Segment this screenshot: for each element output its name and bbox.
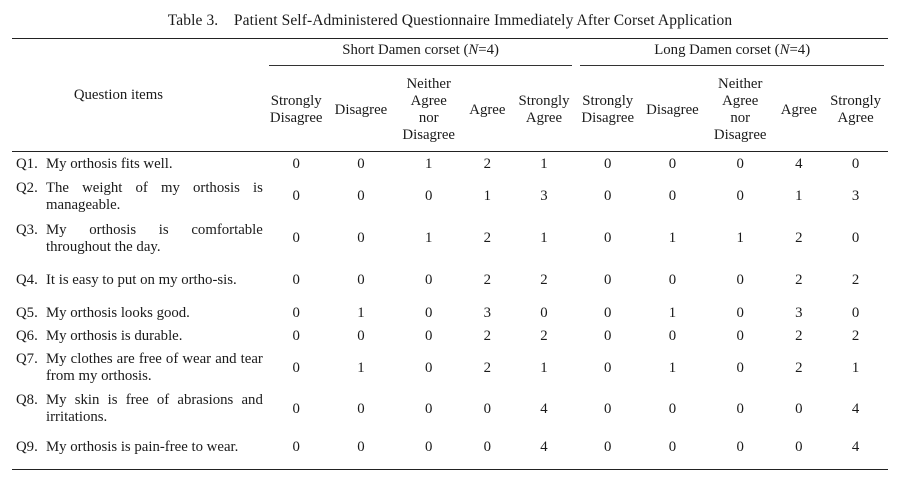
questionnaire-table bbox=[12, 38, 888, 470]
short-neither-count: 0 bbox=[394, 430, 463, 470]
long-agree-count: 2 bbox=[795, 272, 803, 288]
long-neither-count: 0 bbox=[706, 430, 775, 470]
long-strongly-disagree-count: 0 bbox=[576, 430, 639, 470]
question-items-header: Question items bbox=[12, 39, 265, 152]
short-strongly-disagree-count: 0 bbox=[292, 304, 300, 321]
long-neither-header: Neither Agree nor Disagree bbox=[713, 76, 767, 143]
short-neither-header: Neither Agree nor Disagree bbox=[402, 76, 455, 143]
short-disagree-count: 0 bbox=[357, 188, 365, 204]
question-text: My orthosis looks good. bbox=[46, 304, 190, 321]
short-disagree-count: 0 bbox=[357, 400, 365, 417]
short-disagree-count: 1 bbox=[357, 359, 365, 376]
short-agree-count: 3 bbox=[483, 304, 492, 321]
long-strongly-disagree-header: Strongly Disagree bbox=[581, 93, 635, 126]
long-agree-count: 4 bbox=[775, 152, 824, 176]
table-row bbox=[12, 176, 888, 218]
long-agree-count: 1 bbox=[795, 188, 803, 204]
short-disagree-count: 1 bbox=[357, 304, 365, 321]
question-number: Q4. bbox=[16, 272, 38, 288]
long-agree-count: 3 bbox=[795, 304, 803, 321]
long-strongly-disagree-count: 0 bbox=[604, 327, 612, 344]
long-strongly-agree-header: Strongly Agree bbox=[830, 93, 882, 126]
question-number: Q6. bbox=[16, 327, 38, 344]
question-text: My orthosis is durable. bbox=[46, 327, 183, 344]
short-agree-count: 1 bbox=[483, 188, 492, 204]
question-cell bbox=[12, 302, 265, 325]
short-strongly-disagree-count: 0 bbox=[292, 400, 300, 417]
question-cell bbox=[12, 430, 265, 470]
short-neither-count: 0 bbox=[424, 304, 433, 321]
long-corset-header bbox=[576, 39, 888, 70]
short-strongly-disagree-count: 0 bbox=[292, 272, 300, 288]
long-strongly-agree-count: 2 bbox=[851, 327, 860, 344]
question-text: My orthosis is comfortable throughout the day. bbox=[46, 221, 263, 255]
short-strongly-disagree-count: 0 bbox=[292, 327, 300, 344]
short-strongly-agree-count: 2 bbox=[540, 327, 548, 344]
short-disagree-count: 0 bbox=[357, 327, 365, 344]
short-neither-count: 0 bbox=[424, 400, 433, 417]
long-neither-count: 0 bbox=[736, 327, 744, 344]
long-strongly-agree-count: 4 bbox=[823, 430, 888, 470]
question-cell bbox=[12, 176, 265, 218]
long-agree-count: 0 bbox=[795, 400, 803, 417]
long-strongly-disagree-count: 0 bbox=[604, 304, 612, 321]
short-strongly-disagree-count: 0 bbox=[292, 188, 300, 204]
long-strongly-disagree-count: 0 bbox=[604, 272, 612, 288]
short-agree-count: 2 bbox=[483, 272, 492, 288]
short-agree-count: 2 bbox=[483, 230, 492, 246]
table-row bbox=[12, 152, 888, 176]
long-agree-header: Agree bbox=[780, 101, 817, 118]
short-strongly-agree-count: 1 bbox=[512, 152, 577, 176]
long-disagree-count: 0 bbox=[668, 188, 677, 204]
short-disagree-count: 0 bbox=[357, 272, 365, 288]
short-agree-count: 2 bbox=[483, 359, 492, 376]
short-strongly-agree-count: 1 bbox=[540, 230, 548, 246]
long-neither-count: 0 bbox=[736, 304, 744, 321]
short-disagree-count: 0 bbox=[328, 152, 395, 176]
question-text: It is easy to put on my ortho-sis. bbox=[46, 272, 237, 288]
question-text: My clothes are free of wear and tear from my orthosis. bbox=[46, 351, 263, 384]
long-disagree-count: 0 bbox=[668, 400, 677, 417]
long-disagree-header: Disagree bbox=[646, 101, 699, 118]
short-strongly-agree-count: 4 bbox=[512, 430, 577, 470]
long-disagree-count: 0 bbox=[639, 430, 706, 470]
short-neither-count: 0 bbox=[424, 272, 433, 288]
question-cell bbox=[12, 325, 265, 348]
long-disagree-count: 1 bbox=[668, 359, 677, 376]
long-strongly-agree-count: 0 bbox=[851, 230, 860, 246]
short-disagree-count: 0 bbox=[328, 430, 395, 470]
short-strongly-agree-count: 1 bbox=[540, 359, 548, 376]
group-header-row bbox=[12, 39, 888, 70]
short-strongly-disagree-count: 0 bbox=[292, 230, 300, 246]
short-neither-count: 1 bbox=[424, 230, 433, 246]
short-strongly-disagree-header: Strongly Disagree bbox=[269, 93, 323, 126]
long-strongly-disagree-count: 0 bbox=[576, 152, 639, 176]
short-disagree-header: Disagree bbox=[334, 101, 388, 118]
table-row bbox=[12, 348, 888, 389]
long-agree-count: 2 bbox=[795, 327, 803, 344]
long-agree-count: 2 bbox=[795, 230, 803, 246]
long-strongly-agree-count: 2 bbox=[851, 272, 860, 288]
long-strongly-agree-count: 4 bbox=[851, 400, 860, 417]
short-neither-count: 0 bbox=[424, 188, 433, 204]
long-agree-count: 2 bbox=[795, 359, 803, 376]
short-strongly-disagree-count: 0 bbox=[292, 359, 300, 376]
long-agree-count: 0 bbox=[775, 430, 824, 470]
question-text: The weight of my orthosis is manageable. bbox=[46, 179, 263, 213]
long-neither-count: 0 bbox=[736, 359, 744, 376]
question-number: Q7. bbox=[16, 351, 38, 367]
short-agree-count: 2 bbox=[463, 152, 512, 176]
short-neither-count: 0 bbox=[424, 327, 433, 344]
short-neither-count: 1 bbox=[394, 152, 463, 176]
short-strongly-agree-count: 2 bbox=[540, 272, 548, 288]
question-cell bbox=[12, 389, 265, 430]
question-number: Q8. bbox=[16, 392, 38, 408]
question-number: Q2. bbox=[16, 179, 38, 196]
short-agree-count: 0 bbox=[463, 430, 512, 470]
short-strongly-disagree-count: 0 bbox=[265, 430, 328, 470]
long-strongly-agree-count: 0 bbox=[823, 152, 888, 176]
question-text: My skin is free of abrasions and irritations. bbox=[46, 392, 263, 425]
table-row bbox=[12, 389, 888, 430]
short-corset-label: Short Damen corset (N=4) bbox=[269, 42, 573, 66]
question-text: My orthosis is pain-free to wear. bbox=[46, 438, 239, 455]
table-row bbox=[12, 325, 888, 348]
table-body bbox=[12, 152, 888, 470]
table-row bbox=[12, 218, 888, 260]
short-agree-header: Agree bbox=[469, 101, 506, 118]
question-cell bbox=[12, 152, 265, 176]
short-corset-header bbox=[265, 39, 577, 70]
short-strongly-agree-count: 4 bbox=[540, 400, 548, 417]
question-cell bbox=[12, 348, 265, 389]
table-caption: Table 3. Patient Self-Administered Questionnaire Immediately After Corset Application bbox=[167, 12, 733, 29]
long-disagree-count: 0 bbox=[639, 152, 706, 176]
long-neither-count: 0 bbox=[736, 188, 744, 204]
question-number: Q1. bbox=[16, 156, 38, 173]
short-strongly-agree-header: Strongly Agree bbox=[518, 93, 570, 126]
short-strongly-disagree-count: 0 bbox=[265, 152, 328, 176]
table-row bbox=[12, 260, 888, 302]
long-strongly-disagree-count: 0 bbox=[604, 188, 612, 204]
long-disagree-count: 1 bbox=[668, 304, 677, 321]
long-disagree-count: 1 bbox=[668, 230, 677, 246]
short-neither-count: 0 bbox=[424, 359, 433, 376]
question-number: Q5. bbox=[16, 304, 38, 321]
long-strongly-agree-count: 1 bbox=[851, 359, 860, 376]
short-disagree-count: 0 bbox=[357, 230, 365, 246]
question-cell bbox=[12, 260, 265, 302]
long-strongly-disagree-count: 0 bbox=[604, 400, 612, 417]
long-neither-count: 0 bbox=[706, 152, 775, 176]
question-cell bbox=[12, 218, 265, 260]
short-agree-count: 0 bbox=[483, 400, 492, 417]
question-number: Q9. bbox=[16, 438, 38, 455]
table-row bbox=[12, 430, 888, 470]
question-text: My orthosis fits well. bbox=[46, 156, 173, 173]
short-agree-count: 2 bbox=[483, 327, 492, 344]
long-disagree-count: 0 bbox=[668, 272, 677, 288]
long-strongly-agree-count: 3 bbox=[851, 188, 860, 204]
long-strongly-disagree-count: 0 bbox=[604, 359, 612, 376]
short-strongly-agree-count: 3 bbox=[540, 188, 548, 204]
long-strongly-disagree-count: 0 bbox=[604, 230, 612, 246]
long-disagree-count: 0 bbox=[668, 327, 677, 344]
question-number: Q3. bbox=[16, 221, 38, 238]
table-row bbox=[12, 302, 888, 325]
short-strongly-agree-count: 0 bbox=[540, 304, 548, 321]
long-neither-count: 0 bbox=[736, 400, 744, 417]
long-neither-count: 1 bbox=[736, 230, 744, 246]
long-strongly-agree-count: 0 bbox=[851, 304, 860, 321]
long-neither-count: 0 bbox=[736, 272, 744, 288]
long-corset-label: Long Damen corset (N=4) bbox=[580, 42, 884, 66]
